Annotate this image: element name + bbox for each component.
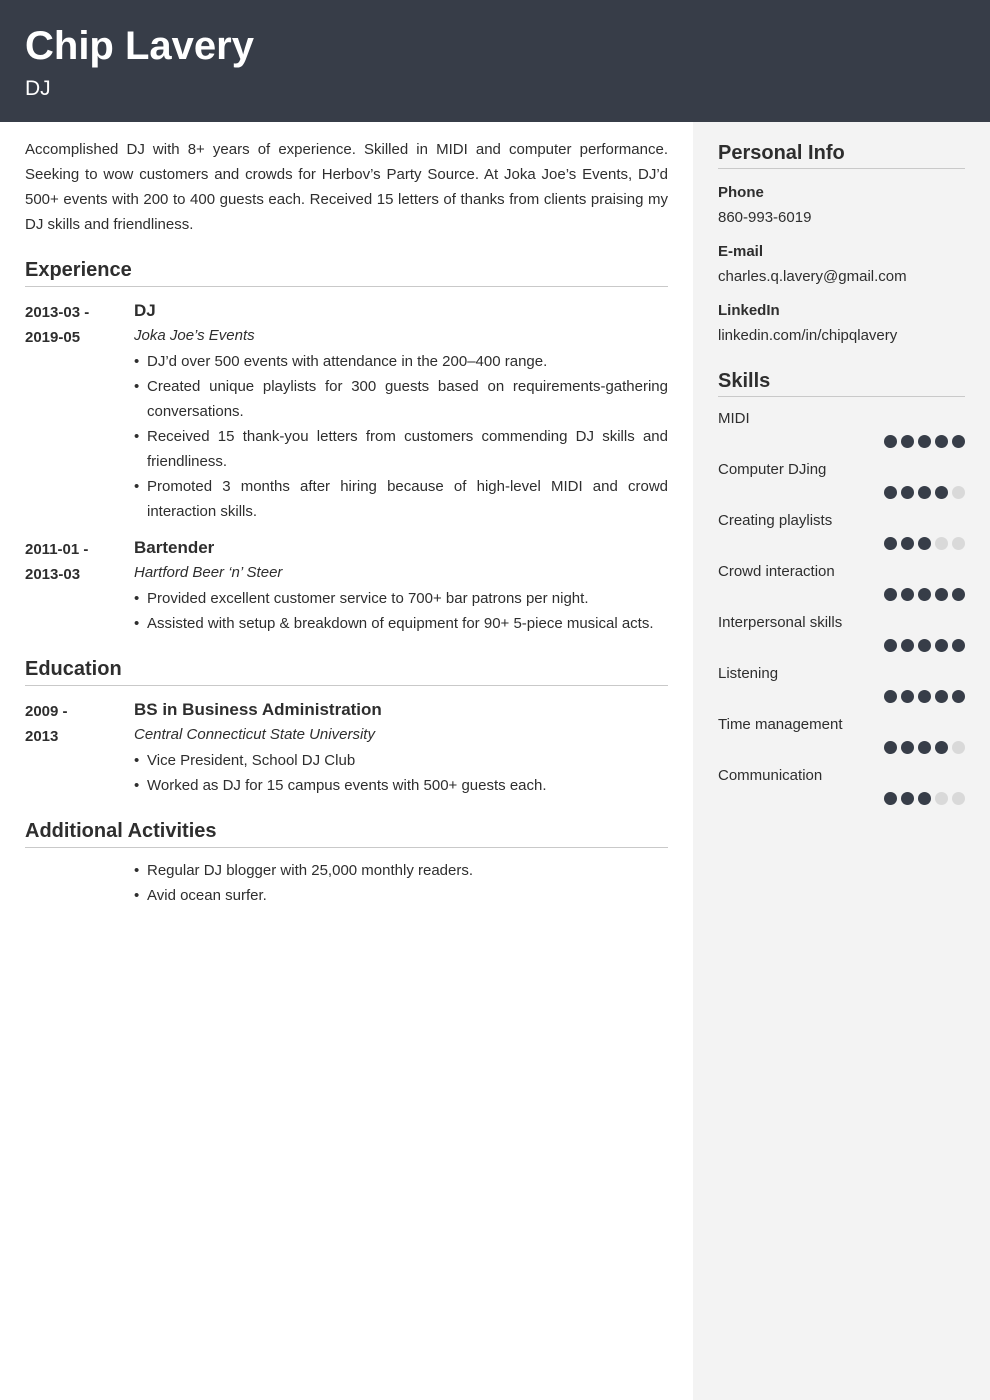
- skill-rating: [718, 639, 965, 652]
- bullet-list: [134, 586, 668, 636]
- bullet-item: • DJ’d over 500 events with attendance in the 200–400 range.: [134, 349, 668, 374]
- degree: BS in Business Administration: [134, 700, 382, 719]
- skill-item: [718, 562, 965, 601]
- skill-rating: [718, 588, 965, 601]
- rating-dot-filled: [952, 690, 965, 703]
- rating-dot-empty: [935, 792, 948, 805]
- phone-value: 860-993-6019: [718, 209, 812, 226]
- rating-dot-filled: [901, 588, 914, 601]
- rating-dot-empty: [935, 537, 948, 550]
- date-start: 2009 -: [25, 703, 68, 720]
- rating-dot-filled: [935, 690, 948, 703]
- skill-item: [718, 766, 965, 805]
- rating-dot-filled: [952, 435, 965, 448]
- candidate-name: Chip Lavery: [25, 24, 254, 68]
- rating-dot-filled: [901, 537, 914, 550]
- skill-item: [718, 409, 965, 448]
- rating-dot-filled: [901, 486, 914, 499]
- skills-list: [718, 409, 965, 805]
- skill-item: [718, 460, 965, 499]
- education-entry: [25, 698, 668, 798]
- rating-dot-filled: [918, 486, 931, 499]
- skill-rating: [718, 435, 965, 448]
- section-title-experience: Experience: [25, 257, 668, 287]
- rating-dot-filled: [935, 486, 948, 499]
- section-title-activities: Additional Activities: [25, 818, 668, 848]
- entry-dates: [25, 299, 134, 524]
- entry-details: [134, 698, 668, 798]
- email-value: charles.q.lavery@gmail.com: [718, 268, 907, 285]
- experience-section: [25, 257, 668, 636]
- skill-rating: [718, 537, 965, 550]
- rating-dot-filled: [918, 792, 931, 805]
- rating-dot-filled: [901, 792, 914, 805]
- section-title-education: Education: [25, 656, 668, 686]
- skill-item: [718, 715, 965, 754]
- resume-header: [0, 0, 990, 122]
- skill-name: Creating playlists: [718, 512, 833, 529]
- skill-name: Communication: [718, 767, 823, 784]
- email-label: E-mail: [718, 243, 764, 260]
- rating-dot-filled: [952, 639, 965, 652]
- bullet-item: • Avid ocean surfer.: [134, 883, 668, 908]
- bullet-item: • Received 15 thank-you letters from customers commending DJ skills and friendliness.: [134, 424, 668, 474]
- rating-dot-filled: [918, 690, 931, 703]
- rating-dot-filled: [935, 588, 948, 601]
- date-start: 2013-03 -: [25, 304, 90, 321]
- rating-dot-filled: [952, 588, 965, 601]
- rating-dot-filled: [884, 639, 897, 652]
- bullet-item: • Assisted with setup & breakdown of equipment for 90+ 5-piece musical acts.: [134, 611, 668, 636]
- school: Central Connecticut State University: [134, 726, 375, 743]
- skill-item: [718, 613, 965, 652]
- date-end: 2013: [25, 728, 59, 745]
- entry-dates: [25, 536, 134, 636]
- bullet-list: [25, 858, 668, 908]
- rating-dot-empty: [952, 537, 965, 550]
- bullet-list: [134, 349, 668, 524]
- profile-summary: Accomplished DJ with 8+ years of experience. Skilled in MIDI and computer performance. Seeking to wow customers and crowds for Herbov’s Party Source. At Joka Joe’s Events, DJ’d 500+ events with 200 to 400 guests each. Received 15 letters of thanks from clients praising my DJ skills and friendliness.: [25, 141, 668, 233]
- experience-entry: [25, 536, 668, 636]
- rating-dot-filled: [884, 486, 897, 499]
- skill-rating: [718, 486, 965, 499]
- rating-dot-filled: [884, 741, 897, 754]
- rating-dot-filled: [901, 435, 914, 448]
- rating-dot-filled: [901, 690, 914, 703]
- linkedin-label: LinkedIn: [718, 302, 780, 319]
- skill-rating: [718, 741, 965, 754]
- bullet-item: • Promoted 3 months after hiring because of high-level MIDI and crowd interaction skills.: [134, 474, 668, 524]
- employer: Hartford Beer ‘n’ Steer: [134, 564, 283, 581]
- rating-dot-filled: [884, 690, 897, 703]
- rating-dot-filled: [918, 639, 931, 652]
- activities-section: [25, 818, 668, 908]
- skill-name: Time management: [718, 716, 843, 733]
- rating-dot-filled: [918, 741, 931, 754]
- rating-dot-empty: [952, 486, 965, 499]
- date-end: 2019-05: [25, 329, 81, 346]
- rating-dot-filled: [935, 639, 948, 652]
- linkedin-value: linkedin.com/in/chipqlavery: [718, 327, 898, 344]
- skill-name: Crowd interaction: [718, 563, 835, 580]
- rating-dot-filled: [884, 537, 897, 550]
- skill-item: [718, 511, 965, 550]
- rating-dot-filled: [918, 588, 931, 601]
- personal-info-section: [718, 140, 965, 346]
- skill-item: [718, 664, 965, 703]
- section-title-personal-info: Personal Info: [718, 140, 965, 169]
- bullet-item: • Vice President, School DJ Club: [134, 748, 668, 773]
- date-end: 2013-03: [25, 566, 81, 583]
- skill-name: MIDI: [718, 410, 750, 427]
- skill-rating: [718, 792, 965, 805]
- bullet-item: • Provided excellent customer service to 700+ bar patrons per night.: [134, 586, 668, 611]
- job-title: Bartender: [134, 538, 215, 557]
- rating-dot-filled: [935, 741, 948, 754]
- sidebar: [718, 140, 965, 805]
- job-title: DJ: [134, 301, 156, 320]
- rating-dot-filled: [918, 537, 931, 550]
- entry-details: [134, 536, 668, 636]
- section-title-skills: Skills: [718, 368, 965, 397]
- rating-dot-empty: [952, 741, 965, 754]
- rating-dot-filled: [918, 435, 931, 448]
- bullet-list: [134, 748, 668, 798]
- employer: Joka Joe’s Events: [134, 327, 255, 344]
- skill-name: Computer DJing: [718, 461, 827, 478]
- rating-dot-filled: [884, 588, 897, 601]
- rating-dot-filled: [901, 639, 914, 652]
- date-start: 2011-01 -: [25, 541, 89, 558]
- experience-entry: [25, 299, 668, 524]
- entry-details: [134, 299, 668, 524]
- rating-dot-filled: [935, 435, 948, 448]
- main-column: [25, 137, 668, 908]
- bullet-item: • Regular DJ blogger with 25,000 monthly readers.: [134, 858, 668, 883]
- education-section: [25, 656, 668, 798]
- entry-dates: [25, 698, 134, 798]
- bullet-item: • Worked as DJ for 15 campus events with 500+ guests each.: [134, 773, 668, 798]
- rating-dot-filled: [901, 741, 914, 754]
- rating-dot-filled: [884, 792, 897, 805]
- phone-label: Phone: [718, 184, 764, 201]
- rating-dot-empty: [952, 792, 965, 805]
- candidate-title: DJ: [25, 77, 51, 100]
- skill-name: Listening: [718, 665, 779, 682]
- bullet-item: • Created unique playlists for 300 guests based on requirements-gathering conversations.: [134, 374, 668, 424]
- rating-dot-filled: [884, 435, 897, 448]
- skill-rating: [718, 690, 965, 703]
- skills-section: [718, 368, 965, 805]
- skill-name: Interpersonal skills: [718, 614, 843, 631]
